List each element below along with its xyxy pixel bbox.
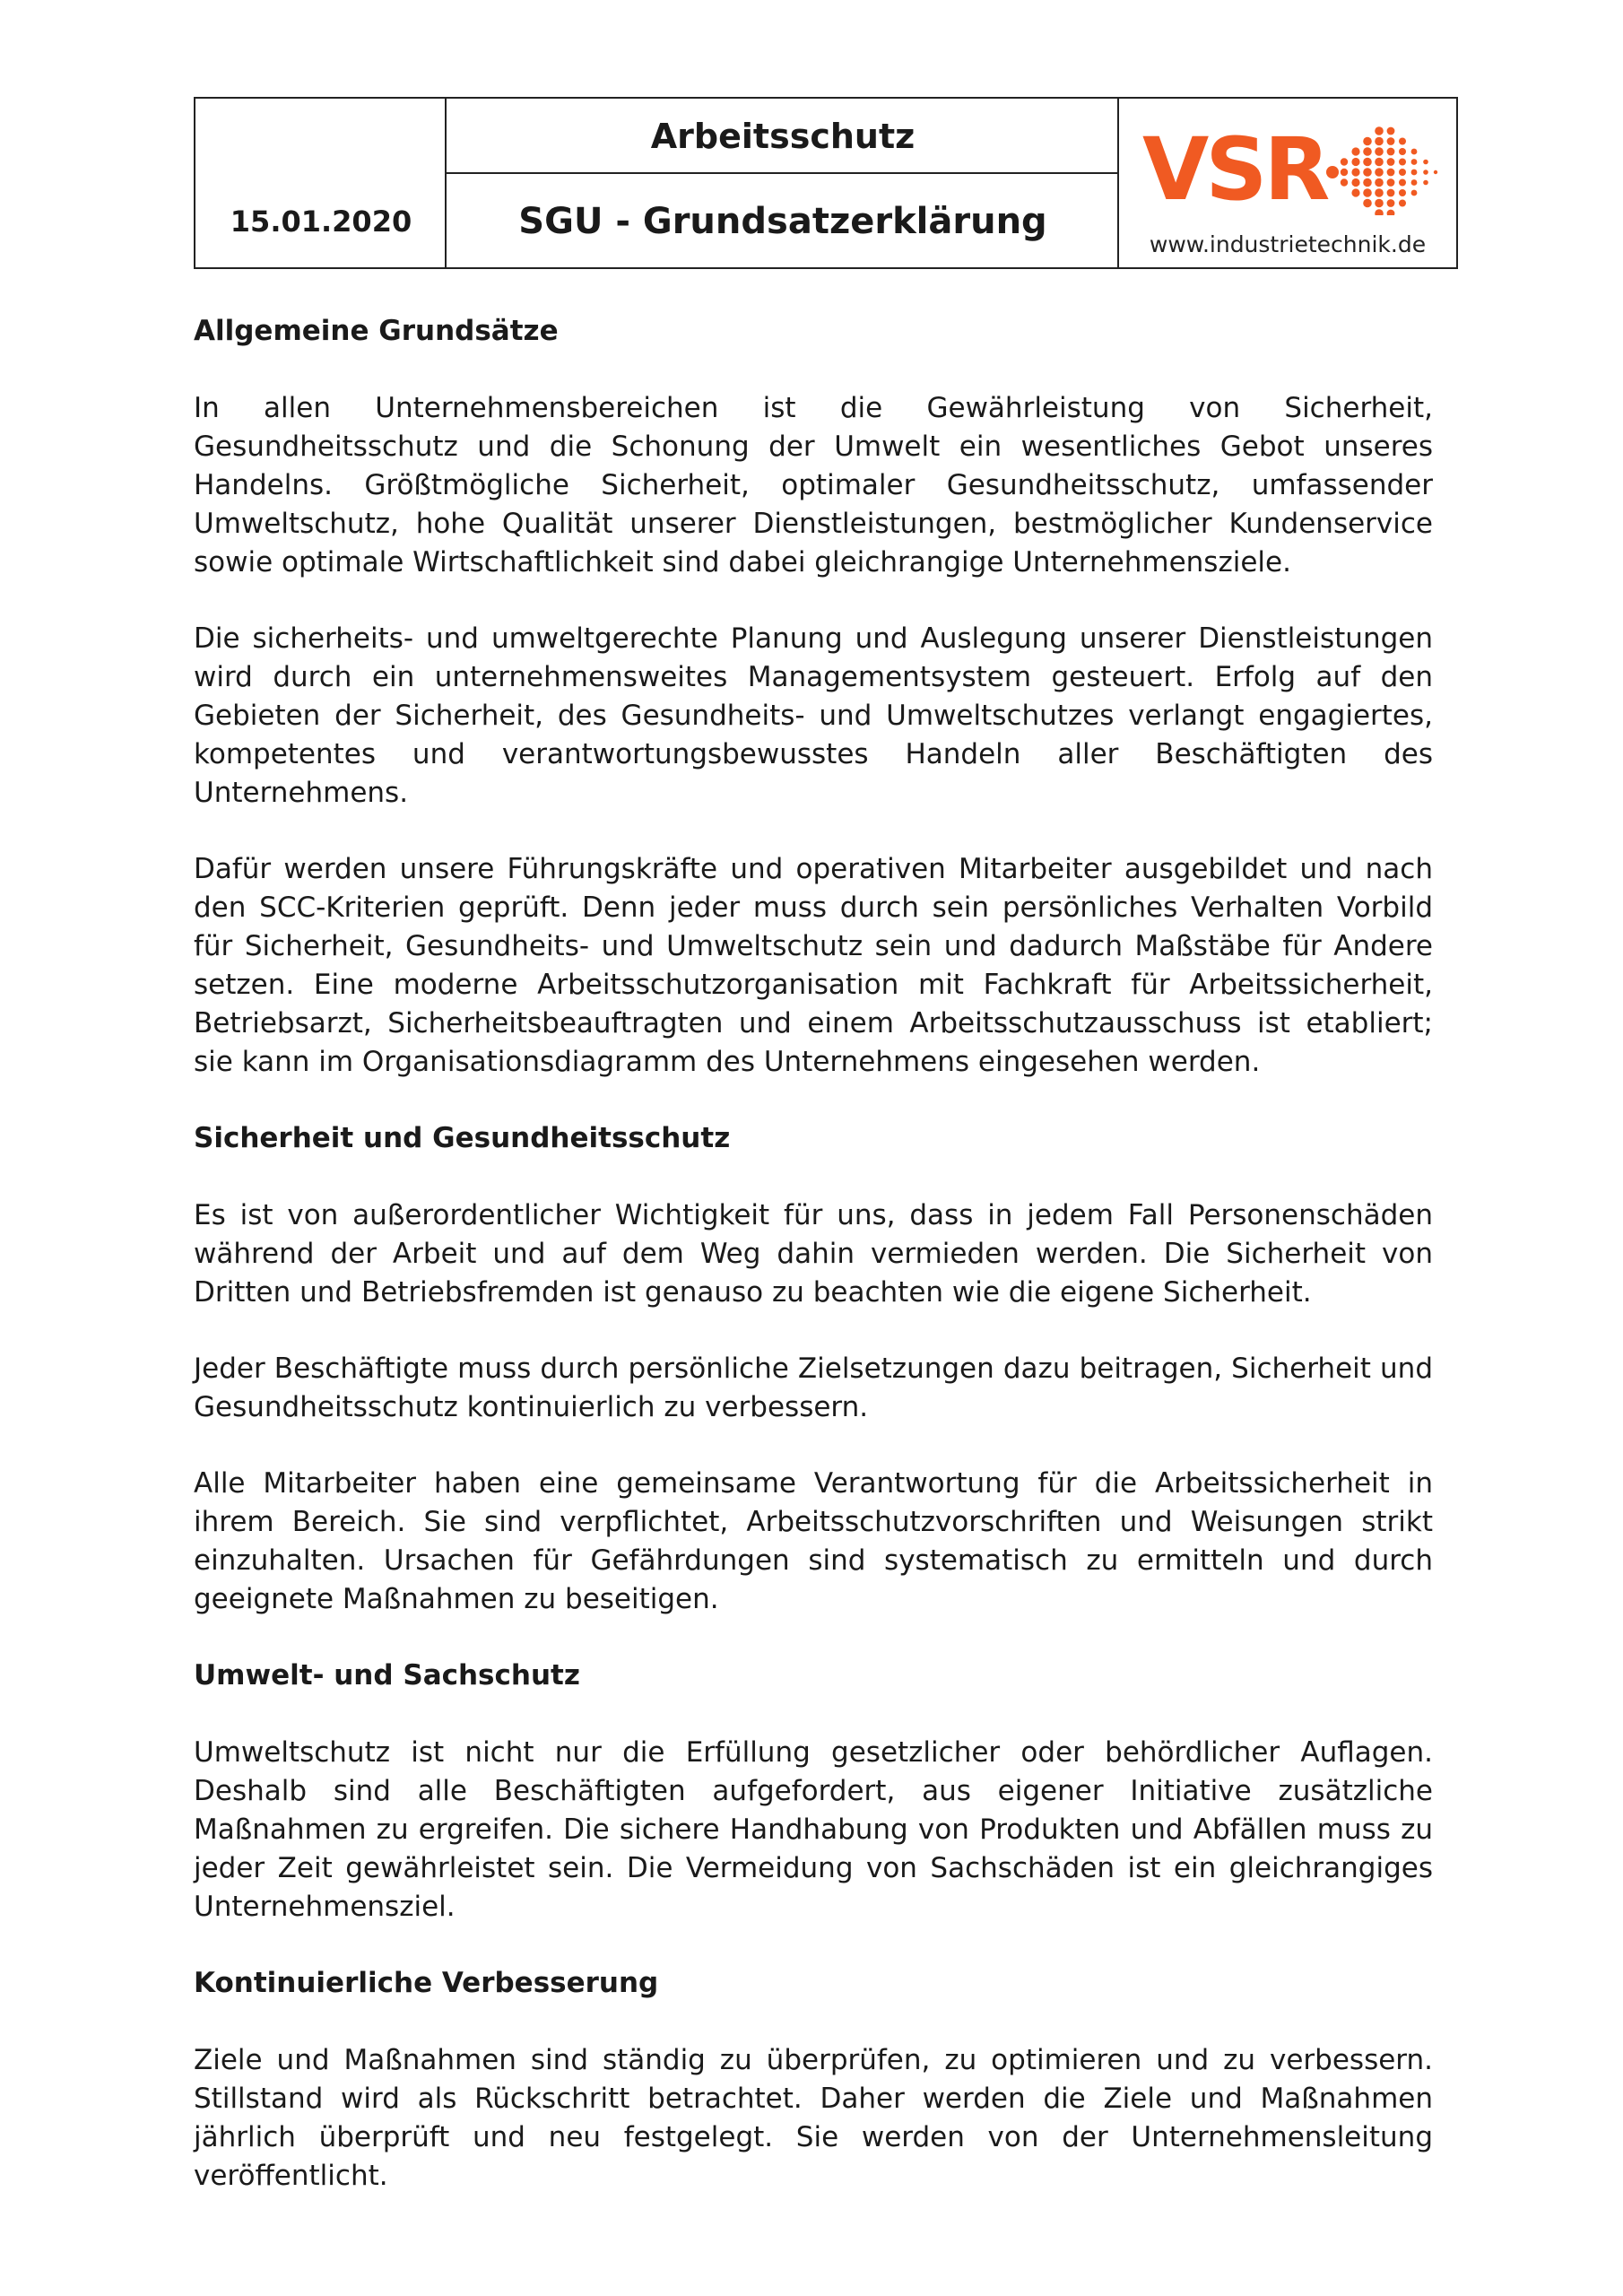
body-paragraph: Jeder Beschäftigte muss durch persönliche Zielsetzungen dazu beitragen, Sicherheit und Gesundheitsschutz kontinuierlich zu verbessern. — [194, 1352, 1433, 1423]
body-paragraph: In allen Unternehmensbereichen ist die Gewährleistung von Sicherheit, Gesundheitsschutz und die Schonung der Umwelt ein wesentliches Gebot unseres Handelns. Größtmögliche Sicherheit, optimaler Gesundheitsschutz, umfassender Umweltschutz, hohe Qualität unserer Dienstleistungen, bestmöglicher Kundenservice sowie optimale Wirtschaftlichkeit sind dabei gleichrangige Unternehmensziele. — [194, 392, 1433, 578]
body-paragraph: Ziele und Maßnahmen sind ständig zu überprüfen, zu optimieren und zu verbessern. Stillstand wird als Rückschritt betrachtet. Daher werden die Ziele und Maßnahmen jährlich überprüft und neu festgelegt. Sie werden von der Unternehmensleitung veröffentlicht. — [194, 2044, 1433, 2192]
document-header — [194, 97, 1458, 269]
logo-text: VSR — [1142, 126, 1327, 215]
body-paragraph: Es ist von außerordentlicher Wichtigkeit für uns, dass in jedem Fall Personenschäden während der Arbeit und auf dem Weg dahin vermieden werden. Die Sicherheit von Dritten und Betriebsfremden ist genauso zu beachten wie die eigene Sicherheit. — [194, 1199, 1433, 1309]
header-date: 15.01.2020 — [230, 204, 412, 239]
header-topic: Arbeitsschutz — [650, 117, 916, 156]
section-heading: Sicherheit und Gesundheitsschutz — [194, 1122, 731, 1154]
company-logo — [1119, 99, 1456, 267]
body-paragraph: Die sicherheits- und umweltgerechte Planung und Auslegung unserer Dienstleistungen wird durch ein unternehmensweites Managementsystem gesteuert. Erfolg auf den Gebieten der Sicherheit, des Gesundheits- und Umweltschutzes verlangt engagiertes, kompetentes und verantwortungsbewusstes Handeln aller Beschäftigten des Unternehmens. — [194, 622, 1433, 809]
body-paragraph: Alle Mitarbeiter haben eine gemeinsame Verantwortung für die Arbeitssicherheit in ihrem Bereich. Sie sind verpflichtet, Arbeitsschutzvorschriften und Weisungen strikt einzuhalten. Ursachen für Gefährdungen sind systematisch zu ermitteln und durch geeignete Maßnahmen zu beseitigen. — [194, 1467, 1433, 1615]
section-heading: Kontinuierliche Verbesserung — [194, 1967, 659, 1999]
section-heading: Umwelt- und Sachschutz — [194, 1659, 580, 1692]
body-paragraph: Dafür werden unsere Führungskräfte und operativen Mitarbeiter ausgebildet und nach den SCC-Kriterien geprüft. Denn jeder muss durch sein persönliches Verhalten Vorbild für Sicherheit, Gesundheits- und Umweltschutz sein und dadurch Maßstäbe für Andere setzen. Eine moderne Arbeitsschutzorganisation mit Fachkraft für Arbeitssicherheit, Betriebsarzt, Sicherheitsbeauftragten und einem Arbeitsschutzausschuss ist etabliert; sie kann im Organisationsdiagramm des Unternehmens eingesehen werden. — [194, 853, 1433, 1078]
logo-url: www.industrietechnik.de — [1149, 231, 1427, 257]
header-title: SGU - Grundsatzerklärung — [518, 201, 1047, 242]
document-body — [194, 312, 1433, 2233]
body-paragraph: Umweltschutz ist nicht nur die Erfüllung gesetzlicher oder behördlicher Auflagen. Deshalb sind alle Beschäftigten aufgefordert, aus eigener Initiative zusätzliche Maßnahmen zu ergreifen. Die sichere Handhabung von Produkten und Abfällen muss zu jeder Zeit gewährleistet sein. Die Vermeidung von Sachschäden ist ein gleichrangiges Unternehmensziel. — [194, 1736, 1433, 1923]
vsr-logo-icon — [1142, 126, 1438, 215]
logo-dot-arrow — [1326, 126, 1437, 215]
section-heading: Allgemeine Grundsätze — [194, 315, 559, 347]
